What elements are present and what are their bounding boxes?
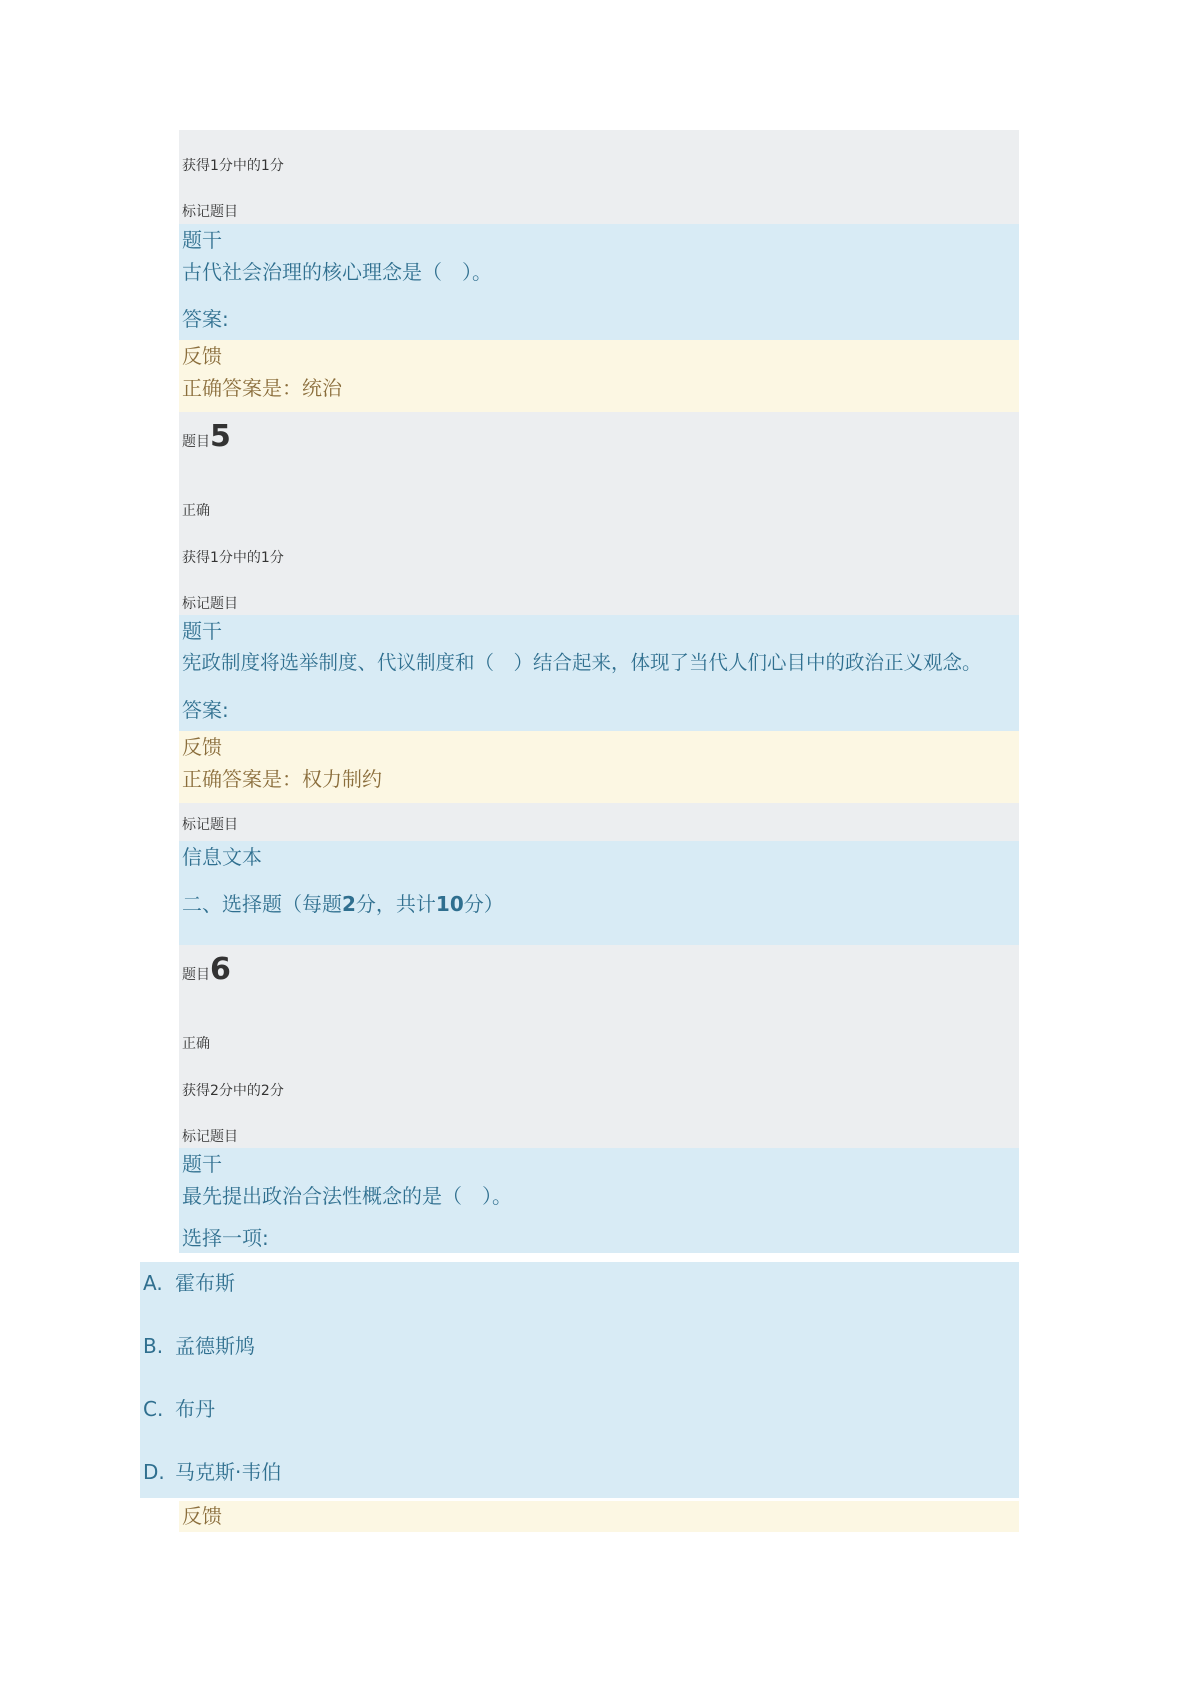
option-d-text: 马克斯·韦伯 (175, 1460, 282, 1484)
q6-title (182, 952, 231, 990)
q4-correct-answer: 正确答案是：统治 (182, 376, 342, 400)
q4-answer-label: 答案: (182, 307, 229, 331)
option-d-letter: D. (143, 1460, 165, 1484)
q6-label: 题目 (182, 967, 210, 983)
q5-stem-panel (179, 615, 1019, 731)
q4-feedback-panel (179, 340, 1019, 412)
section-heading-total: 10 (435, 892, 464, 916)
q4-question-text: 古代社会治理的核心理念是（ ）。 (182, 260, 492, 284)
q4-stem-panel (179, 224, 1019, 340)
option-c-text: 布丹 (175, 1397, 215, 1421)
q5-feedback-panel (179, 731, 1019, 803)
option-c[interactable] (143, 1396, 215, 1422)
info-flag-panel (179, 803, 1019, 841)
q5-correct-answer: 正确答案是：权力制约 (182, 767, 382, 791)
q5-feedback-label: 反馈 (182, 735, 222, 759)
q5-answer-label: 答案: (182, 698, 229, 722)
q4-flag-link[interactable]: 标记题目 (182, 204, 238, 220)
q6-question-text: 最先提出政治合法性概念的是（ ）。 (182, 1184, 512, 1208)
q6-select-label: 选择一项: (182, 1226, 269, 1250)
q6-flag-link[interactable]: 标记题目 (182, 1129, 238, 1145)
q5-number: 5 (210, 419, 231, 454)
q5-status: 正确 (182, 503, 210, 519)
q4-info-panel (179, 130, 1019, 224)
section-heading-post: 分） (463, 892, 504, 916)
option-b-letter: B. (143, 1334, 164, 1358)
info-label: 信息文本 (182, 845, 262, 869)
option-b[interactable] (143, 1333, 255, 1359)
q4-feedback-label: 反馈 (182, 344, 222, 368)
q5-stem-label: 题干 (182, 619, 222, 643)
q6-status: 正确 (182, 1036, 210, 1052)
q6-options-panel (140, 1262, 1019, 1498)
option-a-text: 霍布斯 (175, 1271, 235, 1295)
info-text-panel (179, 841, 1019, 945)
section-heading-mid: 分，共计 (355, 892, 436, 916)
option-c-letter: C. (143, 1397, 164, 1421)
option-d[interactable] (143, 1459, 281, 1485)
q6-score: 获得2分中的2分 (182, 1083, 284, 1099)
info-flag-link[interactable]: 标记题目 (182, 817, 238, 833)
q4-stem-label: 题干 (182, 228, 222, 252)
q6-feedback-panel (179, 1501, 1019, 1532)
option-b-text: 孟德斯鸠 (175, 1334, 255, 1358)
q5-flag-link[interactable]: 标记题目 (182, 596, 238, 612)
q6-feedback-label: 反馈 (182, 1504, 222, 1528)
section-heading-pre: 二、选择题（每题 (182, 892, 342, 916)
q5-label: 题目 (182, 434, 210, 450)
q5-info-panel (179, 412, 1019, 615)
q6-stem-label: 题干 (182, 1152, 222, 1176)
q6-stem-panel (179, 1148, 1019, 1253)
q5-title (182, 419, 231, 457)
q6-number: 6 (210, 952, 231, 987)
section-heading-points: 2 (342, 892, 356, 916)
option-a-letter: A. (143, 1271, 163, 1295)
q4-score: 获得1分中的1分 (182, 158, 284, 174)
q5-score: 获得1分中的1分 (182, 550, 284, 566)
option-a[interactable] (143, 1270, 235, 1296)
q5-question-text: 宪政制度将选举制度、代议制度和（ ）结合起来，体现了当代人们心目中的政治正义观念。 (182, 651, 982, 674)
q6-info-panel (179, 945, 1019, 1148)
section-heading (182, 891, 504, 917)
